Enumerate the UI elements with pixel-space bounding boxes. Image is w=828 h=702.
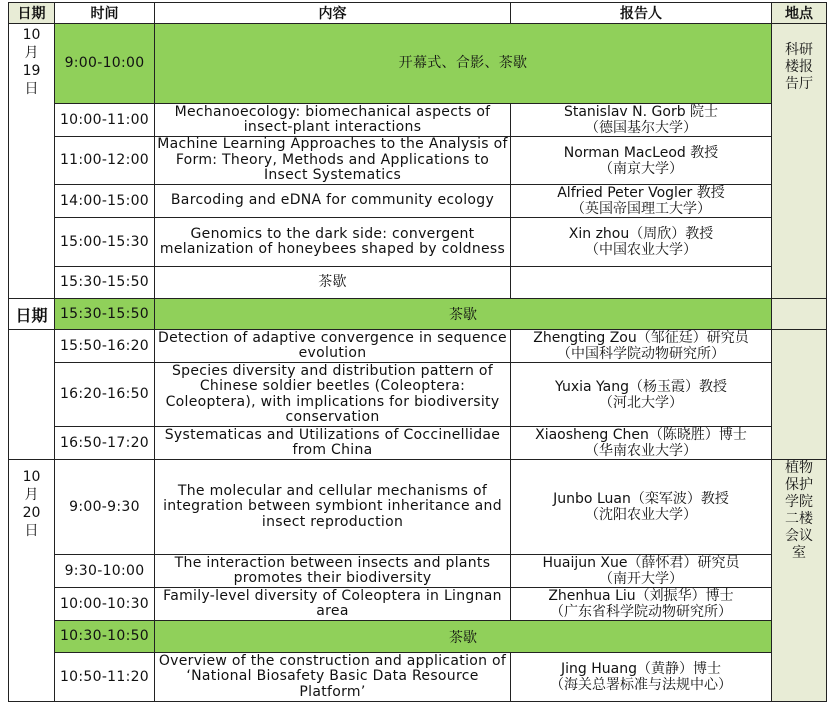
table-row bbox=[9, 427, 827, 460]
header-date: 日期 bbox=[9, 3, 55, 24]
time-cell: 15:30-15:50 bbox=[55, 299, 155, 330]
time-cell: 9:30-10:00 bbox=[55, 555, 155, 588]
date-cell-empty bbox=[9, 330, 55, 460]
location-line: 二楼 bbox=[785, 511, 813, 527]
speaker-affiliation: （南京大学） bbox=[599, 160, 683, 177]
time-cell: 9:00-10:00 bbox=[55, 24, 155, 104]
table-row bbox=[9, 218, 827, 267]
speaker-affiliation: （沈阳农业大学） bbox=[585, 507, 697, 523]
location-cell-day2 bbox=[772, 460, 827, 702]
speaker-name: Huaijun Xue（薛怀君）研究员 bbox=[542, 555, 740, 571]
opening-ceremony-cell: 开幕式、合影、茶歇 bbox=[155, 24, 772, 104]
talk-title-cell: Machine Learning Approaches to the Analysis of Form: Theory, Methods and Applications to Insect Systematics bbox=[155, 137, 511, 185]
time-cell: 10:50-11:20 bbox=[55, 653, 155, 702]
talk-title-cell: Genomics to the dark side: convergent melanization of honeybees shaped by coldness bbox=[155, 218, 511, 267]
speaker-name: Zhengting Zou（邹征廷）研究员 bbox=[533, 330, 749, 346]
tea-break-row bbox=[9, 299, 827, 330]
location-line: 会议 bbox=[785, 528, 813, 544]
date-line: 20 bbox=[22, 505, 41, 521]
date-header-repeat: 日期 bbox=[9, 299, 55, 330]
talk-title-cell: Barcoding and eDNA for community ecology bbox=[155, 185, 511, 218]
talk-title-cell: Mechanoecology: biomechanical aspects of insect-plant interactions bbox=[155, 104, 511, 137]
talk-title-cell: 茶歇 bbox=[155, 267, 511, 299]
speaker-affiliation: （中国农业大学） bbox=[585, 242, 697, 258]
speaker-cell bbox=[511, 185, 772, 218]
location-cell-empty bbox=[772, 299, 827, 330]
table-row bbox=[9, 555, 827, 588]
speaker-affiliation: （中国科学院动物研究所） bbox=[557, 346, 725, 362]
speaker-cell bbox=[511, 555, 772, 588]
location-line: 科研 bbox=[785, 42, 813, 58]
speaker-name: Alfried Peter Vogler 教授 bbox=[557, 185, 725, 201]
table-row bbox=[9, 137, 827, 185]
speaker-cell bbox=[511, 653, 772, 702]
location-cell-empty bbox=[772, 330, 827, 460]
date-line: 10 bbox=[22, 469, 41, 485]
table-row bbox=[9, 588, 827, 621]
location-line: 楼报 bbox=[785, 59, 813, 75]
speaker-name: Stanislav N. Gorb 院士 bbox=[563, 104, 719, 120]
date-line: 日 bbox=[24, 523, 39, 539]
speaker-cell bbox=[511, 363, 772, 427]
speaker-cell bbox=[511, 588, 772, 621]
speaker-affiliation: （海关总署标准与法规中心） bbox=[550, 677, 732, 693]
table-row bbox=[9, 460, 827, 555]
talk-title-cell: Systematicas and Utilizations of Coccinellidae from China bbox=[155, 427, 511, 460]
speaker-cell bbox=[511, 460, 772, 555]
speaker-cell bbox=[511, 330, 772, 363]
talk-title-cell: The molecular and cellular mechanisms of integration between symbiont inheritance and insect reproduction bbox=[155, 460, 511, 555]
time-cell: 11:00-12:00 bbox=[55, 137, 155, 185]
time-cell: 16:20-16:50 bbox=[55, 363, 155, 427]
tea-break-cell: 茶歇 bbox=[155, 299, 772, 330]
location-line: 室 bbox=[792, 545, 806, 561]
location-cell-day1 bbox=[772, 24, 827, 299]
speaker-name: Norman MacLeod 教授 bbox=[563, 144, 719, 161]
time-cell: 9:00-9:30 bbox=[55, 460, 155, 555]
date-line: 日 bbox=[24, 81, 39, 97]
talk-title-cell: The interaction between insects and plants promotes their biodiversity bbox=[155, 555, 511, 588]
location-line: 学院 bbox=[785, 494, 813, 510]
talk-title-cell: Detection of adaptive convergence in sequence evolution bbox=[155, 330, 511, 363]
time-cell: 16:50-17:20 bbox=[55, 427, 155, 460]
table-row bbox=[9, 267, 827, 299]
date-cell-day1 bbox=[9, 24, 55, 299]
speaker-cell bbox=[511, 104, 772, 137]
speaker-affiliation: （南开大学） bbox=[599, 571, 683, 587]
talk-title-cell: Overview of the construction and application of ‘National Biosafety Basic Data Resource Platform’ bbox=[155, 653, 511, 702]
header-time: 时间 bbox=[55, 3, 155, 24]
speaker-cell bbox=[511, 427, 772, 460]
speaker-affiliation: （广东省科学院动物研究所） bbox=[550, 604, 732, 620]
schedule-table bbox=[8, 2, 827, 702]
speaker-affiliation: （河北大学） bbox=[599, 394, 683, 411]
speaker-cell bbox=[511, 218, 772, 267]
table-row bbox=[9, 104, 827, 137]
time-cell: 15:30-15:50 bbox=[55, 267, 155, 299]
date-line: 19 bbox=[22, 63, 41, 79]
location-line: 植物 bbox=[785, 460, 813, 476]
speaker-affiliation: （德国基尔大学） bbox=[585, 120, 697, 136]
time-cell: 10:30-10:50 bbox=[55, 621, 155, 653]
table-row bbox=[9, 653, 827, 702]
speaker-cell bbox=[511, 137, 772, 185]
table-row bbox=[9, 330, 827, 363]
time-cell: 10:00-11:00 bbox=[55, 104, 155, 137]
speaker-name: Yuxia Yang（杨玉霞）教授 bbox=[555, 378, 727, 395]
time-cell: 15:00-15:30 bbox=[55, 218, 155, 267]
tea-break-cell: 茶歇 bbox=[155, 621, 772, 653]
header-row bbox=[9, 3, 827, 24]
time-cell: 15:50-16:20 bbox=[55, 330, 155, 363]
time-cell: 14:00-15:00 bbox=[55, 185, 155, 218]
date-line: 月 bbox=[24, 45, 39, 61]
table-row bbox=[9, 363, 827, 427]
header-location: 地点 bbox=[772, 3, 827, 24]
time-cell: 10:00-10:30 bbox=[55, 588, 155, 621]
table-row bbox=[9, 185, 827, 218]
location-line: 告厅 bbox=[785, 76, 813, 92]
speaker-affiliation: （华南农业大学） bbox=[585, 443, 697, 459]
talk-title-cell: Family-level diversity of Coleoptera in Lingnan area bbox=[155, 588, 511, 621]
speaker-affiliation: （英国帝国理工大学） bbox=[571, 201, 711, 217]
header-content: 内容 bbox=[155, 3, 511, 24]
date-line: 月 bbox=[24, 487, 39, 503]
header-speaker: 报告人 bbox=[511, 3, 772, 24]
date-cell-day2 bbox=[9, 460, 55, 702]
speaker-name: Xin zhou（周欣）教授 bbox=[568, 226, 714, 242]
speaker-name: Zhenhua Liu（刘振华）博士 bbox=[548, 588, 734, 604]
speaker-name: Junbo Luan（栾军波）教授 bbox=[553, 491, 729, 507]
speaker-name: Xiaosheng Chen（陈晓胜）博士 bbox=[535, 427, 747, 443]
date-line: 10 bbox=[22, 27, 41, 43]
speaker-name: Jing Huang（黄静）博士 bbox=[561, 661, 721, 677]
speaker-cell bbox=[511, 267, 772, 299]
talk-title-cell: Species diversity and distribution pattern of Chinese soldier beetles (Coleoptera: Coleoptera), with implications for biodiversity conservation bbox=[155, 363, 511, 427]
table-row bbox=[9, 24, 827, 104]
location-line: 保护 bbox=[785, 477, 813, 493]
tea-break-row bbox=[9, 621, 827, 653]
